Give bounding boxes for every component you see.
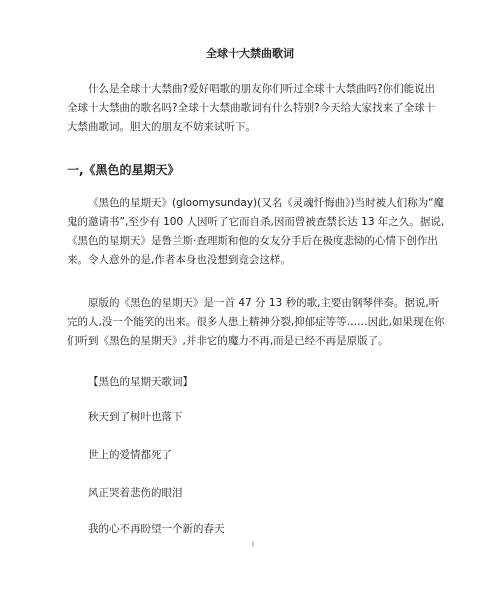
section-heading: 一,《黑色的星期天》 xyxy=(67,163,180,177)
page-footer-mark xyxy=(252,541,254,547)
paragraph-2: 原版的《黑色的星期天》是一首 47 分 13 秒的歌,主要由钢琴伴奏。据说,听完的人,没一个能笑的出来。很多人患上精神分裂,抑郁症等等……因此,如果现在你们听到《黑色的星期天》,并非它的魔力不再,而是已经不再是原版了。 xyxy=(67,297,445,347)
lyric-line-4: 我的心不再盼望一个新的春天 xyxy=(88,523,225,535)
page-title: 全球十大禁曲歌词 xyxy=(206,47,294,60)
paragraph-1: 《黑色的星期天》(gloomysunday)(又名《灵魂忏悔曲》)当时被人们称为“魔鬼的邀请书”,至少有 100 人因听了它而自杀,因而曾被查禁长达 13 年之久。据说,《黑色的星期天》是鲁兰斯·查理斯和他的女友分手后在极度悲恸的心情下创作出来。令人意外的是,作者本身也没想到竟会这样。 xyxy=(67,197,445,266)
lyric-line-3: 风正哭着悲伤的眼泪 xyxy=(88,487,183,499)
lyrics-label: 【黑色的星期天歌词】 xyxy=(88,376,193,388)
lyric-line-2: 世上的爱情都死了 xyxy=(88,449,172,461)
intro-paragraph: 什么是全球十大禁曲?爱好唱歌的朋友你们听过全球十大禁曲吗?你们能说出全球十大禁曲的歌名吗?全球十大禁曲歌词有什么特别?今天给大家找来了全球十大禁曲歌词。胆大的朋友不妨来试听下。 xyxy=(67,83,436,133)
lyric-line-1: 秋天到了树叶也落下 xyxy=(88,411,183,423)
